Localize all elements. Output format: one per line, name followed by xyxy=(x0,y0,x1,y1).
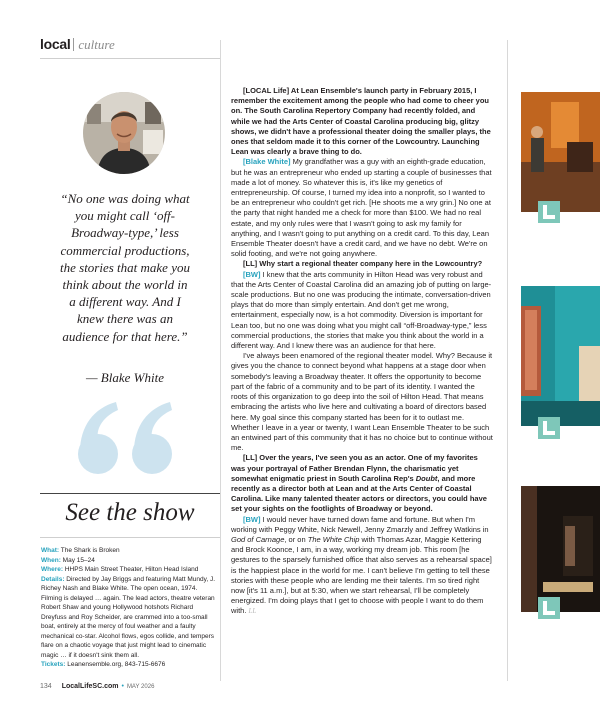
interview-article xyxy=(231,86,493,617)
show-box-top-rule xyxy=(40,493,220,494)
stage-photo-3 xyxy=(521,486,600,612)
show-when: When: May 15–24 xyxy=(41,556,95,564)
stage-photo-3-image xyxy=(521,486,600,612)
show-box-divider xyxy=(40,537,220,538)
footer-separator: • xyxy=(121,683,124,690)
pull-quote: “No one was doing what you might call ‘off-Broadway-type,’ less commercial productions, the stories that make you think about the world in a different way. And I knew there was an audience for that here.” xyxy=(60,191,190,344)
show-where: Where: HHPS Main Street Theater, Hilton Head Island xyxy=(41,566,199,573)
show-what: What: The Shark is Broken xyxy=(41,547,120,554)
stage-photo-1 xyxy=(521,92,600,212)
question-1: [LOCAL Life] At Lean Ensemble's launch party in February 2015, I remember the excitement among the people who had come to cheer you on. The South Carolina Repertory Company had recently folded, and while we had the Arts Center of Coastal Carolina producing big, glitzy shows, we didn't have a professional theater doing the smaller plays, the ones that seldom made it to this corner of the Lowcountry. Launching Lean was clearly a brave thing to do. xyxy=(231,86,491,157)
local-life-badge-icon xyxy=(538,201,560,223)
footer-date: MAY 2026 xyxy=(126,684,155,690)
stage-photo-2-image xyxy=(521,286,600,426)
header-divider xyxy=(40,58,220,59)
answer-1: [Blake White] My grandfather was a guy with an eighth-grade education, but he was an entrepreneur who ended up starting a couple of businesses that made a lot of money. So whatever this is, it's like my genetics of entrepreneurship. Of course, I turned my idea into a nonprofit, so I wanted to be an entrepreneur who couldn't get rich. [He shoots me a wry grin.] No one at the party that night handed me a check for more than $100. We had no real estate, and my only rules were that I wasn't going to ask my family for anything, and I wasn't going to put anything on a credit card. To this day, Lean Ensemble Theater doesn't have a credit card, and we have no debt. We're on solid footing, and we're not going anywhere. xyxy=(231,157,492,259)
show-tickets: Tickets: Leanensemble.org, 843-715-6676 xyxy=(41,661,166,668)
stage-photo-1-image xyxy=(521,92,600,212)
end-mark: LL xyxy=(248,607,257,616)
local-life-badge-icon-2 xyxy=(538,417,560,439)
column-divider-right xyxy=(507,40,508,681)
answer-3: [BW] I would never have turned down fame and fortune. But when I'm working with Peggy White, Nick Newell, Jenny Zmarzly and Jeffrey Watkins in God of Carnage, or on The White Chip with Thomas Azar, Maggie Kettering and Brock Koonce, I am, in a way, working my dream job. This room [he gestures to the sparsely furnished office that also serves as a rehearsal space] is the happiest place in the world for me. I can't believe I'm getting to tell these stories with these people who are lending me their talents. I'm so tired right now [it's 11 a.m.], but at 5:30, when we start rehearsal, I'll be completely energized. I'm doing plays that I get to choose with people I want to do them with. LL xyxy=(231,514,492,616)
stage-photo-2 xyxy=(521,286,600,426)
question-3: [LL] Over the years, I've seen you as an actor. One of my favorites was your portrayal of Father Brendan Flynn, the charismatic yet somewhat enigmatic priest in South Carolina Rep's Doubt, and more recently as a director both at Lean and at the Arts Center of Coastal Carolina. Like many talented theater actors or directors, you could have set your sights on the footlights of Broadway or beyond. xyxy=(231,453,487,514)
section-header xyxy=(40,36,115,56)
answer-2: [BW] I knew that the arts community in Hilton Head was very robust and that the Arts Center of Coastal Carolina did an amazing job of putting on large-scale productions. But no one was producing the intimate, conversation-driven plays that do more than simply entertain. And don't get me wrong, entertainment, especially now, is a hot commodity. Diversion is important for Lean too, but no one was doing what you might call “off-Broadway-type,” less commercial productions, the stories that make you think about the world in a different way. And I knew there was an audience for that here. xyxy=(231,269,492,351)
portrait-image xyxy=(83,92,165,174)
pull-quote-attribution: — Blake White xyxy=(86,370,164,385)
show-details xyxy=(41,546,219,670)
show-description: Details: Directed by Jay Briggs and featuring Matt Mundy, J. Richey Nash and Blake White. The open ocean, 1974. Filming is delayed … again. The lead actors, theatre veteran Robert Shaw and young Hollywood hotshots Richard Dreyfuss and Roy Scheider, are crammed into a too-small boat, entirely at the mercy of foul weather and a faulty mechanical co-star. Alcohol flows, egos collide, and tempers flare on a chaotic voyage that just might lead to cinematic magic … if it doesn't sink them all. xyxy=(41,575,216,659)
local-life-badge-icon-3 xyxy=(538,597,560,619)
brand-logo: local xyxy=(40,36,71,52)
column-divider-left xyxy=(220,40,221,681)
section-label: culture xyxy=(73,38,114,51)
quotation-marks-icon xyxy=(72,398,182,478)
show-box-title: See the show xyxy=(65,499,195,526)
author-portrait xyxy=(83,92,165,174)
page-number: 134 xyxy=(40,683,52,690)
page-footer xyxy=(40,683,154,690)
answer-2-continued: I've always been enamored of the regional theater model. Why? Because it gives you the chance to connect beyond what happens at a stage door when somebody's leaving a Broadway theater. It offers the opportunity to become part of the fabric of a community and to be part of its identity. I wanted the roots of this organization to go deep into the soil of Hilton Head. That means embracing the artists who live here and cultivating a board of directors based here. My goal since this company started has been for it to outlast me. Whether I leave in a year or twenty, I want Lean Ensemble Theater to be such an entwined part of this community that it has no choice but to continue without me. xyxy=(231,351,493,453)
footer-site: LocalLifeSC.com xyxy=(61,683,119,690)
question-2: [LL] Why start a regional theater company here in the Lowcountry? xyxy=(243,259,483,269)
